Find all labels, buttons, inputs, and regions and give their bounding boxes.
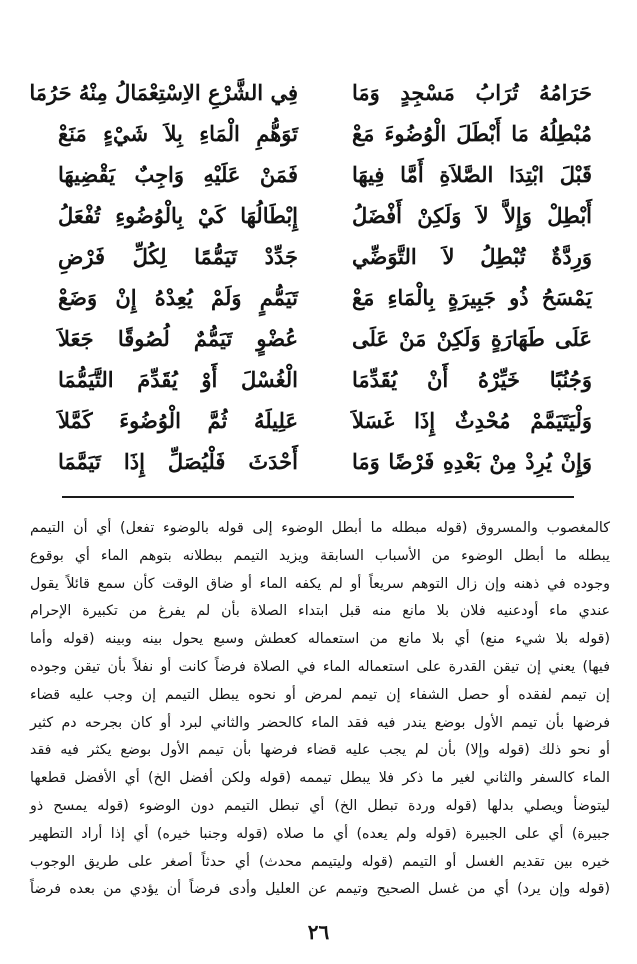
verse-line: وَجُنُبًا خَيِّرْهُ أَنْ يُقَدِّمَا	[352, 367, 592, 392]
commentary-line: كالمغصوب والمسروق (قوله مبطله ما أبطل الوضوء إلى قوله بالوضوء تفعل) أي أن التيمم	[30, 520, 610, 536]
commentary-line: إن تيمم لفقده أو حصل الشفاء إن تيمم لمرض أو نحوه يبطل التيمم إن وجب عليه قضاء	[30, 686, 610, 703]
commentary-line: خيره بين تقديم الغسل أو التيمم (قوله وليتيمم محدث) أي حدثاً أصغر على طريق الوجوب	[30, 853, 610, 870]
verse-line: إِبْطَالُهَا كَيْ بِالْوُضُوءِ تُفْعَلُ	[58, 203, 298, 228]
commentary-line: (قوله وإن يرد) أي من غسل الصحيح وتيمم عن العليل وأدى فرضاً أن يؤدي من بعده فرضاً	[30, 881, 610, 898]
verse-column-left	[29, 72, 298, 482]
verse-line: وَإِنْ يُرِدْ مِنْ بَعْدِهِ فَرْضًا وَمَا	[352, 449, 592, 474]
section-divider	[62, 496, 574, 498]
verse-line: الْغُسْلَ أَوْ يُقَدِّمَ التَّيَمُّمَا	[58, 367, 298, 392]
page-number: ٢٦	[307, 920, 330, 944]
commentary-line: فرضها بأن تيمم الأول بوضع يندر فيه فقد الماء كالحضر والثاني لبرد أو كان بجرحه دم كثير	[30, 714, 610, 731]
verse-line: مُبْطِلُهُ مَا أَبْطَلَ الْوُضُوءَ مَعْ	[352, 121, 592, 146]
verse-line: وَلْيَتَيَمَّمْ مُحْدِثٌ إِذَا غَسَلاَ	[352, 408, 592, 433]
verse-line: عُضْوٍ تَيَمُّمٌ لُصُوقًا جَعَلاَ	[58, 326, 298, 351]
commentary-line: (قوله بلا شيء منع) أي بلا مانع من استعماله كعطش وسبع يحول بينه وبينه (قوله وأما	[30, 631, 610, 648]
commentary-block	[30, 515, 610, 904]
verse-block	[29, 72, 600, 482]
commentary-line: وجوده في ذهنه وإن زال التوهم سريعاً أو لم يكفه الماء أو ضاق الوقت كأن سمع قائلاً يقول	[30, 575, 610, 592]
verse-line: يَمْسَحُ ذُو جَبِيرَةٍ بِالْمَاءِ مَعْ	[352, 285, 592, 310]
verse-line: أَحْدَثَ فَلْيُصَلِّ إِذَا تَيَمَّمَا	[58, 449, 298, 474]
verse-line: جَدِّدْ تَيَمُّمًا لِكُلِّ فَرْضِ	[58, 244, 298, 269]
verse-line: حَرَامُهُ تُرَابُ مَسْجِدٍ وَمَا	[352, 80, 592, 105]
verse-column-right	[352, 72, 592, 482]
verse-line: وَرِدَّةٌ تُبْطِلُ لاَ التَّوَضِّي	[352, 244, 592, 269]
verse-line: قَبْلَ ابْتِدَا الصَّلاَةِ أَمَّا فِيهَا	[352, 162, 592, 187]
verse-line: عَلَى طَهَارَةٍ وَلَكِنْ مَنْ عَلَى	[352, 326, 592, 351]
verse-line: تَيَمُّمٍ وَلَمْ يُعِدْهُ إِنْ وَضَعْ	[58, 285, 298, 310]
verse-line: فَمَنْ عَلَيْهِ وَاجِبٌ يَقْضِيهَا	[58, 162, 298, 187]
commentary-line: فيها) يعني إن تيقن القدرة على استعماله الماء في الصلاة فرضاً كانت أو نفلاً بأن تيقن وجوده	[30, 658, 610, 675]
verse-line: عَلِيلَهُ ثُمَّ الْوُضُوءَ كَمَّلاَ	[58, 408, 298, 433]
verse-line: أَبْطِلْ وَإِلاَّ لاَ وَلَكِنْ أَفْضَلُ	[352, 203, 592, 228]
commentary-line: الماء كالسفر والثاني لغير ما ذكر فلا يبطل تيممه (قوله ولكن أفضل الخ) أي الأفضل قطعها	[30, 770, 610, 787]
commentary-line: عندي ماء أودعنيه فلان بلا مانع منه قبل ابتداء الصلاة بأن لم يفرغ من تكبيرة الإحرام	[30, 603, 610, 620]
verse-line: تَوَهُّمِ الْمَاءِ بِلاَ شَيْءٍ مَنَعْ	[58, 121, 298, 146]
commentary-line: يبطله ما أبطل الوضوء من الأسباب السابقة ويزيد التيمم ببطلانه بتوهم الماء أي بوقوع	[30, 547, 610, 564]
commentary-line: ليتوضأ ويصلي بدلها (قوله وردة تبطل الخ) أي تبطل التيمم دون الوضوء (قوله يمسح ذو	[30, 797, 610, 814]
verse-line: فِي الشَّرْعِ الاِسْتِعْمَالُ مِنْهُ حَرُمَا	[29, 80, 298, 105]
commentary-line: جبيرة) أي على الجبيرة (قوله ولم يعده) أي ما صلاه (قوله وجنبا خيره) أي إذا أراد التطهير	[30, 825, 610, 842]
commentary-line: أو نحو ذلك (قوله وإلا) بأن لم يجب عليه قضاء فرضها بأن تيمم الأول بوضع يكثر فيه فقد	[30, 742, 610, 759]
